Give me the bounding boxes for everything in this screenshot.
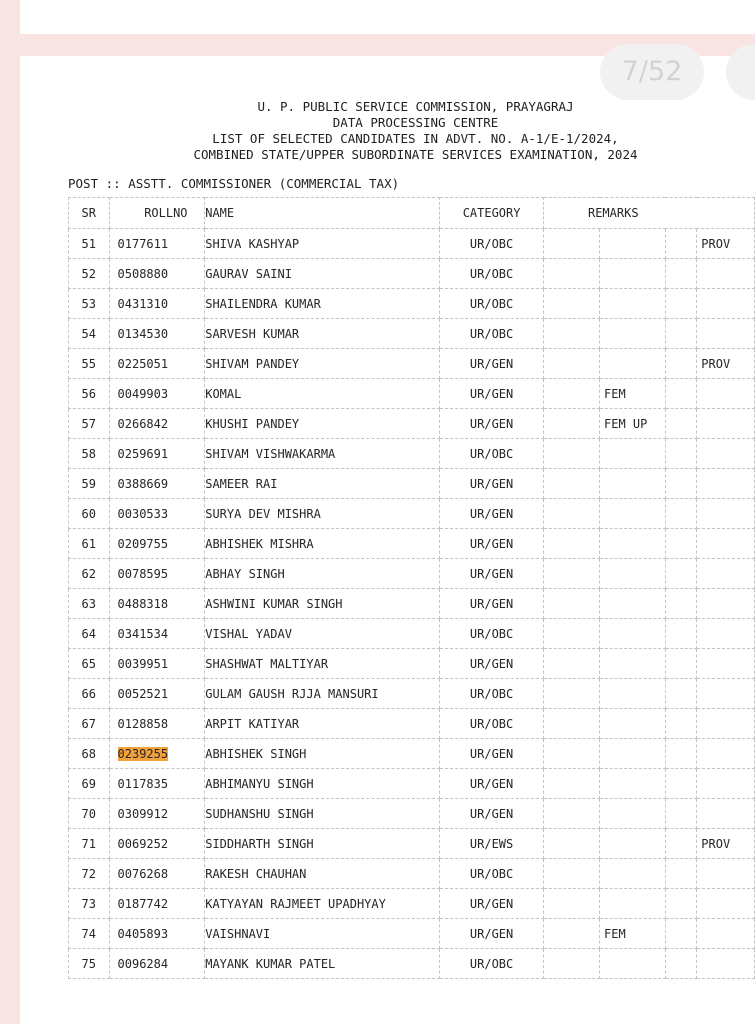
row-remark-blank — [665, 259, 697, 289]
row-remark-2 — [697, 559, 755, 589]
row-name: ABHIMANYU SINGH — [205, 769, 440, 799]
row-remark-2 — [697, 619, 755, 649]
row-rollno: 0030533 — [109, 499, 205, 529]
highlighted-rollno: 0239255 — [117, 746, 169, 761]
row-remark-2: PROV — [697, 349, 755, 379]
row-remark-blank — [543, 229, 599, 259]
row-remark-blank — [665, 739, 697, 769]
row-sr: 64 — [69, 619, 110, 649]
row-remark-2 — [697, 469, 755, 499]
row-remark-blank — [543, 589, 599, 619]
table-row — [69, 889, 755, 919]
row-remark-blank — [665, 619, 697, 649]
row-remark-blank — [665, 709, 697, 739]
row-category: UR/OBC — [440, 619, 544, 649]
row-category: UR/OBC — [440, 679, 544, 709]
row-remark-1 — [600, 229, 666, 259]
row-remark-1 — [600, 829, 666, 859]
row-remark-blank — [665, 799, 697, 829]
row-remark-1 — [600, 709, 666, 739]
row-rollno: 0076268 — [109, 859, 205, 889]
row-remark-blank — [665, 289, 697, 319]
row-category: UR/OBC — [440, 439, 544, 469]
row-rollno: 0117835 — [109, 769, 205, 799]
row-remark-blank — [543, 499, 599, 529]
table-row — [69, 619, 755, 649]
row-name: SHAILENDRA KUMAR — [205, 289, 440, 319]
row-remark-blank — [543, 259, 599, 289]
row-sr: 60 — [69, 499, 110, 529]
row-remark-2 — [697, 289, 755, 319]
row-category: UR/GEN — [440, 499, 544, 529]
row-category: UR/EWS — [440, 829, 544, 859]
table-row — [69, 409, 755, 439]
row-remark-2 — [697, 679, 755, 709]
row-remark-1 — [600, 289, 666, 319]
table-row — [69, 439, 755, 469]
row-remark-blank — [543, 679, 599, 709]
row-remark-blank — [543, 949, 599, 979]
row-name: ABHISHEK MISHRA — [205, 529, 440, 559]
row-sr: 57 — [69, 409, 110, 439]
row-name: ARPIT KATIYAR — [205, 709, 440, 739]
row-category: UR/GEN — [440, 469, 544, 499]
row-sr: 74 — [69, 919, 110, 949]
row-sr: 55 — [69, 349, 110, 379]
row-rollno: 0069252 — [109, 829, 205, 859]
table-row — [69, 919, 755, 949]
table-row — [69, 709, 755, 739]
row-sr: 73 — [69, 889, 110, 919]
row-remark-blank — [665, 679, 697, 709]
row-name: KOMAL — [205, 379, 440, 409]
row-sr: 71 — [69, 829, 110, 859]
selected-candidates-table — [68, 197, 755, 979]
page-indicator: 7/52 — [600, 44, 704, 100]
row-remark-blank — [665, 469, 697, 499]
table-row — [69, 589, 755, 619]
row-category: UR/GEN — [440, 559, 544, 589]
row-remark-1 — [600, 529, 666, 559]
row-remark-blank — [543, 889, 599, 919]
row-rollno: 0405893 — [109, 919, 205, 949]
table-row — [69, 349, 755, 379]
row-remark-2 — [697, 709, 755, 739]
row-rollno: 0209755 — [109, 529, 205, 559]
commission-title: U. P. PUBLIC SERVICE COMMISSION, PRAYAGRAJ — [257, 99, 574, 114]
row-rollno: 0039951 — [109, 649, 205, 679]
row-category: UR/GEN — [440, 379, 544, 409]
table-row — [69, 259, 755, 289]
row-remark-1 — [600, 499, 666, 529]
table-row — [69, 469, 755, 499]
row-remark-2: PROV — [697, 229, 755, 259]
row-sr: 53 — [69, 289, 110, 319]
row-remark-blank — [543, 319, 599, 349]
row-remark-blank — [665, 769, 697, 799]
row-remark-1 — [600, 439, 666, 469]
row-category: UR/GEN — [440, 349, 544, 379]
row-category: UR/OBC — [440, 319, 544, 349]
row-category: UR/OBC — [440, 289, 544, 319]
table-row — [69, 739, 755, 769]
row-remark-1 — [600, 469, 666, 499]
row-sr: 63 — [69, 589, 110, 619]
row-rollno: 0096284 — [109, 949, 205, 979]
row-remark-2 — [697, 379, 755, 409]
table-row — [69, 319, 755, 349]
table-row — [69, 529, 755, 559]
row-remark-blank — [543, 769, 599, 799]
row-remark-blank — [665, 379, 697, 409]
row-remark-blank — [543, 649, 599, 679]
row-remark-1 — [600, 889, 666, 919]
row-remark-blank — [543, 409, 599, 439]
row-rollno: 0388669 — [109, 469, 205, 499]
row-sr: 56 — [69, 379, 110, 409]
row-name: KHUSHI PANDEY — [205, 409, 440, 439]
row-sr: 62 — [69, 559, 110, 589]
table-header-row — [69, 198, 755, 229]
row-remark-blank — [543, 349, 599, 379]
row-remark-2 — [697, 859, 755, 889]
row-remark-1: FEM UP — [600, 409, 666, 439]
row-remark-1 — [600, 559, 666, 589]
row-remark-blank — [665, 919, 697, 949]
row-remark-blank — [665, 409, 697, 439]
row-rollno: 0052521 — [109, 679, 205, 709]
row-rollno: 0259691 — [109, 439, 205, 469]
row-sr: 68 — [69, 739, 110, 769]
row-remark-blank — [543, 469, 599, 499]
row-sr: 58 — [69, 439, 110, 469]
previous-page-edge — [20, 0, 755, 34]
centre-title: DATA PROCESSING CENTRE — [332, 115, 499, 130]
row-name: SHASHWAT MALTIYAR — [205, 649, 440, 679]
row-name: SHIVA KASHYAP — [205, 229, 440, 259]
row-name: SARVESH KUMAR — [205, 319, 440, 349]
row-remark-blank — [665, 559, 697, 589]
row-name: RAKESH CHAUHAN — [205, 859, 440, 889]
row-remark-2 — [697, 499, 755, 529]
row-remark-blank — [543, 559, 599, 589]
table-row — [69, 859, 755, 889]
row-remark-1 — [600, 769, 666, 799]
row-remark-blank — [665, 829, 697, 859]
row-sr: 67 — [69, 709, 110, 739]
row-remark-1 — [600, 619, 666, 649]
row-rollno: 0134530 — [109, 319, 205, 349]
row-remark-blank — [543, 619, 599, 649]
row-category: UR/GEN — [440, 589, 544, 619]
row-rollno: 0049903 — [109, 379, 205, 409]
row-name: ABHISHEK SINGH — [205, 739, 440, 769]
row-remark-1 — [600, 349, 666, 379]
row-rollno: 0309912 — [109, 799, 205, 829]
row-remark-blank — [543, 529, 599, 559]
list-title: LIST OF SELECTED CANDIDATES IN ADVT. NO. A-1/E-1/2024, — [212, 131, 619, 146]
row-category: UR/GEN — [440, 769, 544, 799]
row-remark-blank — [665, 439, 697, 469]
row-category: UR/GEN — [440, 799, 544, 829]
row-remark-1: FEM — [600, 919, 666, 949]
row-rollno: 0225051 — [109, 349, 205, 379]
table-row — [69, 949, 755, 979]
col-rollno-header: ROLLNO — [109, 198, 205, 229]
row-category: UR/GEN — [440, 649, 544, 679]
row-sr: 61 — [69, 529, 110, 559]
row-remark-1 — [600, 589, 666, 619]
exam-title: COMBINED STATE/UPPER SUBORDINATE SERVICES EXAMINATION, 2024 — [193, 147, 638, 162]
row-rollno: 0177611 — [109, 229, 205, 259]
row-name: VAISHNAVI — [205, 919, 440, 949]
row-remark-blank — [543, 739, 599, 769]
row-sr: 72 — [69, 859, 110, 889]
col-name-header: NAME — [205, 198, 440, 229]
row-remark-blank — [543, 829, 599, 859]
row-name: SHIVAM PANDEY — [205, 349, 440, 379]
row-remark-2 — [697, 649, 755, 679]
row-name: KATYAYAN RAJMEET UPADHYAY — [205, 889, 440, 919]
row-category: UR/GEN — [440, 739, 544, 769]
row-remark-blank — [665, 889, 697, 919]
row-name: GULAM GAUSH RJJA MANSURI — [205, 679, 440, 709]
table-row — [69, 799, 755, 829]
table-row — [69, 499, 755, 529]
table-row — [69, 769, 755, 799]
row-remark-blank — [665, 589, 697, 619]
row-sr: 70 — [69, 799, 110, 829]
table-row — [69, 379, 755, 409]
row-category: UR/GEN — [440, 889, 544, 919]
row-sr: 65 — [69, 649, 110, 679]
row-remark-1 — [600, 259, 666, 289]
row-rollno: 0078595 — [109, 559, 205, 589]
row-sr: 66 — [69, 679, 110, 709]
row-remark-blank — [665, 349, 697, 379]
table-row — [69, 649, 755, 679]
row-remark-2 — [697, 529, 755, 559]
row-name: SHIVAM VISHWAKARMA — [205, 439, 440, 469]
row-remark-2 — [697, 409, 755, 439]
row-remark-2 — [697, 949, 755, 979]
row-name: SUDHANSHU SINGH — [205, 799, 440, 829]
row-remark-blank — [665, 949, 697, 979]
row-name: SIDDHARTH SINGH — [205, 829, 440, 859]
row-sr: 75 — [69, 949, 110, 979]
row-name: ASHWINI KUMAR SINGH — [205, 589, 440, 619]
row-sr: 69 — [69, 769, 110, 799]
row-remark-blank — [665, 319, 697, 349]
row-remark-2 — [697, 739, 755, 769]
row-sr: 59 — [69, 469, 110, 499]
row-remark-blank — [543, 799, 599, 829]
row-remark-2 — [697, 439, 755, 469]
col-sr-header: SR — [69, 198, 110, 229]
row-remark-blank — [665, 529, 697, 559]
row-category: UR/OBC — [440, 949, 544, 979]
col-remarks-header: REMARKS — [543, 198, 754, 229]
table-row — [69, 829, 755, 859]
row-rollno: 0266842 — [109, 409, 205, 439]
row-remark-1 — [600, 799, 666, 829]
row-category: UR/OBC — [440, 709, 544, 739]
row-category: UR/GEN — [440, 919, 544, 949]
row-remark-blank — [665, 229, 697, 259]
row-remark-2 — [697, 319, 755, 349]
row-remark-blank — [543, 859, 599, 889]
table-row — [69, 679, 755, 709]
table-row — [69, 559, 755, 589]
row-category: UR/GEN — [440, 409, 544, 439]
row-remark-2 — [697, 799, 755, 829]
row-rollno: 0341534 — [109, 619, 205, 649]
row-category: UR/GEN — [440, 529, 544, 559]
row-remark-1 — [600, 859, 666, 889]
row-remark-1: FEM — [600, 379, 666, 409]
row-remark-2 — [697, 259, 755, 289]
row-remark-blank — [543, 709, 599, 739]
row-rollno: 0431310 — [109, 289, 205, 319]
row-name: SAMEER RAI — [205, 469, 440, 499]
table-row — [69, 229, 755, 259]
row-remark-2 — [697, 889, 755, 919]
row-remark-1 — [600, 679, 666, 709]
row-sr: 54 — [69, 319, 110, 349]
row-remark-1 — [600, 739, 666, 769]
row-remark-2: PROV — [697, 829, 755, 859]
row-remark-2 — [697, 589, 755, 619]
row-rollno — [109, 739, 205, 769]
row-remark-blank — [543, 919, 599, 949]
row-remark-blank — [665, 859, 697, 889]
row-remark-blank — [665, 499, 697, 529]
row-name: MAYANK KUMAR PATEL — [205, 949, 440, 979]
row-remark-2 — [697, 769, 755, 799]
row-name: VISHAL YADAV — [205, 619, 440, 649]
row-category: UR/OBC — [440, 229, 544, 259]
row-remark-2 — [697, 919, 755, 949]
row-rollno: 0128858 — [109, 709, 205, 739]
row-category: UR/OBC — [440, 259, 544, 289]
row-category: UR/OBC — [440, 859, 544, 889]
row-remark-1 — [600, 649, 666, 679]
row-remark-1 — [600, 319, 666, 349]
post-title: POST :: ASSTT. COMMISSIONER (COMMERCIAL TAX) — [68, 176, 400, 191]
row-remark-blank — [543, 379, 599, 409]
row-name: SURYA DEV MISHRA — [205, 499, 440, 529]
row-name: GAURAV SAINI — [205, 259, 440, 289]
row-remark-blank — [543, 439, 599, 469]
row-remark-blank — [665, 649, 697, 679]
row-remark-1 — [600, 949, 666, 979]
row-sr: 52 — [69, 259, 110, 289]
table-row — [69, 289, 755, 319]
row-rollno: 0488318 — [109, 589, 205, 619]
row-sr: 51 — [69, 229, 110, 259]
row-remark-blank — [543, 289, 599, 319]
row-rollno: 0508880 — [109, 259, 205, 289]
row-rollno: 0187742 — [109, 889, 205, 919]
col-category-header: CATEGORY — [440, 198, 544, 229]
row-name: ABHAY SINGH — [205, 559, 440, 589]
